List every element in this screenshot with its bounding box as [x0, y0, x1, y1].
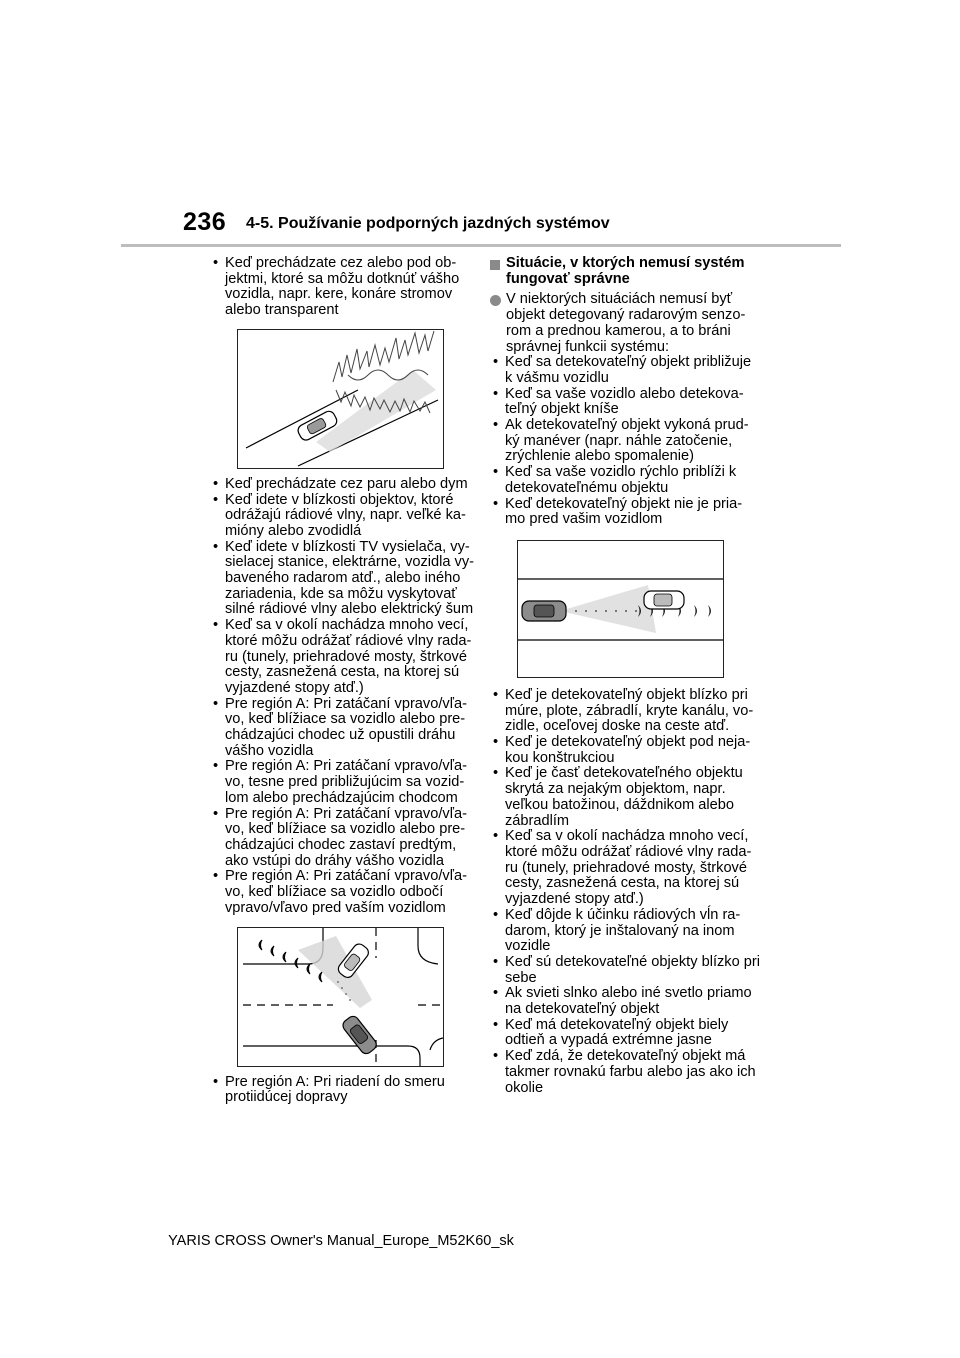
right-bullet-item: • Keď sa detekovateľný objekt približuje k vášmu vozidlu: [490, 355, 762, 386]
right-bullet-item: • Keď má detekovateľný objekt biely odtieň a vypadá extrémne jasne: [490, 1018, 762, 1049]
right-bullet-item: • Keď sa v okolí nachádza mnoho vecí, ktoré môžu odrážať rádiové vlny rada-ru (tunely, priehradové mosty, štrkové cesty, zasnežená cesta, na ktorej sú vyjazdené stopy atď.): [490, 829, 762, 908]
left-bullet-item: • Pre región A: Pri zatáčaní vpravo/vľa-vo, keď blížiace sa vozidlo alebo pre-chádzajúci chodec už opustili dráhu vášho vozidla: [210, 697, 482, 760]
left-bullet-item: • Keď idete v blízkosti TV vysielača, vy-sielacej stanice, elektrárne, vozidla vy-baveného radarom atď., alebo iného zariadenia, kde sa môžu vyskytovať silné rádiové vlny alebo elektrický šum: [210, 540, 482, 619]
figure-car-under-branches: [237, 329, 444, 469]
left-bullet-item: • Keď prechádzate cez alebo pod ob-jektmi, ktoré sa môžu dotknúť vášho vozidla, napr. kere, konáre stromov alebo transparent: [210, 256, 482, 319]
left-bullet-item: • Keď prechádzate cez paru alebo dym: [210, 477, 482, 493]
right-bullet-item: • Keď je detekovateľný objekt pod neja-kou konštrukciou: [490, 735, 762, 766]
circle-bullet-icon: [490, 295, 501, 306]
footer-text: YARIS CROSS Owner's Manual_Europe_M52K60_sk: [168, 1233, 514, 1249]
intro-text: V niektorých situáciách nemusí byť objekt detegovaný radarovým senzo-rom a prednou kamerou, a to bráni správnej funkcii systému:: [506, 291, 746, 355]
right-bullet-list-b: [490, 688, 762, 1096]
right-bullet-item: • Keď je časť detekovateľného objektu skrytá za nejakým objektom, napr. veľkou batožinou, dáždnikom alebo zábradlím: [490, 766, 762, 829]
right-bullet-item: • Keď je detekovateľný objekt blízko pri múre, plote, zábradlí, kryte kanálu, vo-zidle, oceľovej doske na ceste atď.: [490, 688, 762, 735]
figure-vehicle-swerving: [517, 540, 724, 678]
right-bullet-item: • Keď dôjde k účinku rádiových vĺn ra-darom, ktorý je inštalovaný na inom vozidle: [490, 908, 762, 955]
subheading: [490, 256, 762, 287]
right-bullet-item: • Ak svieti slnko alebo iné svetlo priamo na detekovateľný objekt: [490, 986, 762, 1017]
right-bullet-list-a: [490, 355, 762, 528]
page-number: 236: [183, 208, 227, 236]
right-bullet-item: • Keď sú detekovateľné objekty blízko pri sebe: [490, 955, 762, 986]
left-bullet-list-c: [210, 1075, 482, 1106]
left-bullet-item: • Pre región A: Pri riadení do smeru protiidúcej dopravy: [210, 1075, 482, 1106]
square-bullet-icon: [490, 260, 500, 270]
left-bullet-item: • Pre región A: Pri zatáčaní vpravo/vľa-vo, keď blížiace sa vozidlo alebo pre-chádzajúci chodec zastaví predtým, ako vstúpi do dráhy vášho vozidla: [210, 807, 482, 870]
right-column: [490, 256, 762, 1096]
right-bullet-item: • Keď sa vaše vozidlo alebo detekova-teľný objekt kníše: [490, 387, 762, 418]
right-bullet-item: • Ak detekovateľný objekt vykoná prud-ký manéver (napr. náhle zatočenie, zrýchlenie alebo spomalenie): [490, 418, 762, 465]
left-bullet-item: • Pre región A: Pri zatáčaní vpravo/vľa-vo, tesne pred približujúcim sa vozid-lom alebo prechádzajúcim chodcom: [210, 759, 482, 806]
left-column: [210, 256, 482, 1106]
right-bullet-item: • Keď zdá, že detekovateľný objekt má takmer rovnakú farbu alebo jas ako ich okolie: [490, 1049, 762, 1096]
right-bullet-item: • Keď detekovateľný objekt nie je pria-mo pred vašim vozidlom: [490, 497, 762, 528]
left-bullet-list-b: [210, 477, 482, 917]
subheading-text: Situácie, v ktorých nemusí systém fungovať správne: [506, 255, 745, 287]
left-bullet-item: • Keď sa v okolí nachádza mnoho vecí, ktoré môžu odrážať rádiové vlny rada-ru (tunely, priehradové mosty, štrkové cesty, zasnežená cesta, na ktorej sú vyjazdené stopy atď.): [210, 618, 482, 697]
left-bullet-item: • Keď idete v blízkosti objektov, ktoré odrážajú rádiové vlny, napr. veľké ka-mióny alebo zvodidlá: [210, 493, 482, 540]
figure-intersection-turn: [237, 927, 444, 1067]
section-title: 4-5. Používanie podporných jazdných systémov: [246, 215, 610, 232]
right-bullet-item: • Keď sa vaše vozidlo rýchlo priblíži k detekovateľnému objektu: [490, 465, 762, 496]
header-divider: [121, 244, 841, 247]
intro-paragraph: [490, 292, 762, 528]
left-bullet-list-a: [210, 256, 482, 319]
left-bullet-item: • Pre región A: Pri zatáčaní vpravo/vľa-vo, keď blížiace sa vozidlo odbočí vpravo/vľavo pred vaším vozidlom: [210, 869, 482, 916]
